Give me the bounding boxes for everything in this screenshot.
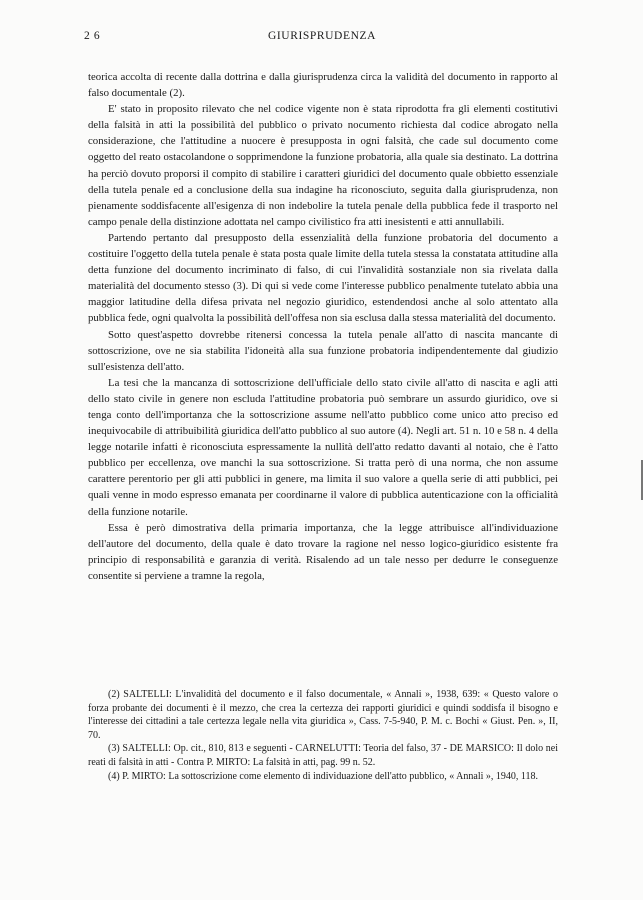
footnote: (3) SALTELLI: Op. cit., 810, 813 e seguenti - CARNELUTTI: Teoria del falso, 37 - DE MARSICO: Il dolo nei reati di falsità in atti - Contra P. MIRTO: La falsità in atti, pag. 99 n. 52. (88, 743, 558, 768)
page-number: 2 6 (84, 30, 101, 42)
paragraph: Essa è però dimostrativa della primaria importanza, che la legge attribuisce all'individuazione dell'autore del documento, della quale è dato trovare la ragione nel nesso logico-giuridico esistente fra principio di responsabilità e garanzia di verità. Risalendo ad un tale nesso per dedurre le conseguenze consentite si perviene a tramne la regola, (88, 521, 558, 582)
main-text (88, 69, 558, 584)
footnotes (88, 688, 558, 783)
page-header (84, 30, 560, 48)
running-title: GIURISPRUDENZA (267, 30, 377, 42)
footnote: (4) P. MIRTO: La sottoscrizione come elemento di individuazione dell'atto pubblico, « Annali », 1940, 118. (108, 770, 539, 782)
paragraph: Sotto quest'aspetto dovrebbe ritenersi concessa la tutela penale all'atto di nascita mancante di sottoscrizione, ove ne sia stabilita l'idoneità alla sua funzione probatoria indipendentemente dal giudizio sull'esistenza dell'atto. (88, 328, 558, 373)
footnote: (2) SALTELLI: L'invalidità del documento e il falso documentale, « Annali », 1938, 639: « Questo valore o forza probante dei documenti è il mezzo, che crea la certezza dei rapporti giuridici e quindi soddisfa il bisogno e l'interesse dei cittadini a tale certezza legale nella vita giuridica », Cass. 7-5-940, P. M. c. Bochi « Giust. Pen. », II, 70. (88, 689, 558, 741)
paragraph: Partendo pertanto dal presupposto della essenzialità della funzione probatoria del documento a costituire l'oggetto della tutela penale è stata posta quale limite della tutela stessa la constatata attitudine alla detta funzione del documento incriminato di falso, di cui l'invalidità sostanziale non sia rivelata dalla materialità del documento stesso (3). Di qui si vede come l'interesse pubblico penalmente tutelato abbia una maggior latitudine della difesa privata nel negozio giuridico, estendendosi anche al solo attentato alla pubblica fede, ogni qualvolta la possibilità dell'offesa non sia esclusa dalla stessa materialità del documento. (88, 231, 558, 325)
paragraph: La tesi che la mancanza di sottoscrizione dell'ufficiale dello stato civile all'atto di nascita e agli atti dello stato civile in genere non escluda l'attitudine probatoria può sembrare un assurdo giuridico, ove si tenga conto dell'importanza che la sottoscrizione assume nell'atto pubblico come unico atto preciso ed inequivocabile di attribuibilità giuridica dell'atto pubblico al suo autore (4). Negli art. 51 n. 10 e 58 n. 4 della legge notarile infatti è riconosciuta espressamente la nullità dell'atto redatto davanti al notaio, che è l'atto pubblico per eccellenza, ove manchi la sua sottoscrizione. Si tratta però di una norma, che non assume carattere perentorio per gli atti pubblici in genere, ma limita il suo valore a quella serie di atti pubblici, pei quali venne in modo espresso emanata per coordinarne il valore di pubblica autenticazione con la officialità della funzione notarile. (88, 376, 558, 518)
paragraph: teorica accolta di recente dalla dottrina e dalla giurisprudenza circa la validità del documento in rapporto al falso documentale (2). (88, 71, 558, 100)
paragraph: E' stato in proposito rilevato che nel codice vigente non è stata riprodotta fra gli elementi costitutivi della falsità in atti la possibilità del pubblico o privato nocumento richiesta dal codice abrogato nella considerazione, che l'attitudine a nuocere è presupposta in ogni falsità, che cade sul documento come oggetto del reato ostacolandone o sopprimendone la funzione probatoria, alla quale sia destinato. La dottrina ha perciò dovuto proporsi il compito di stabilire i caratteri giuridici del documento quale obbietto essenziale della tutela penale ed a conclusione della sua indagine ha riconosciuto, seguita dalla giurisprudenza, non pienamente soddisfacente all'esigenza di non indebolire la tutela penale della pubblica fede il trasporto nel campo penale della distinzione adottata nel campo civilistico fra atti inesistenti e atti annullabili. (88, 103, 558, 228)
